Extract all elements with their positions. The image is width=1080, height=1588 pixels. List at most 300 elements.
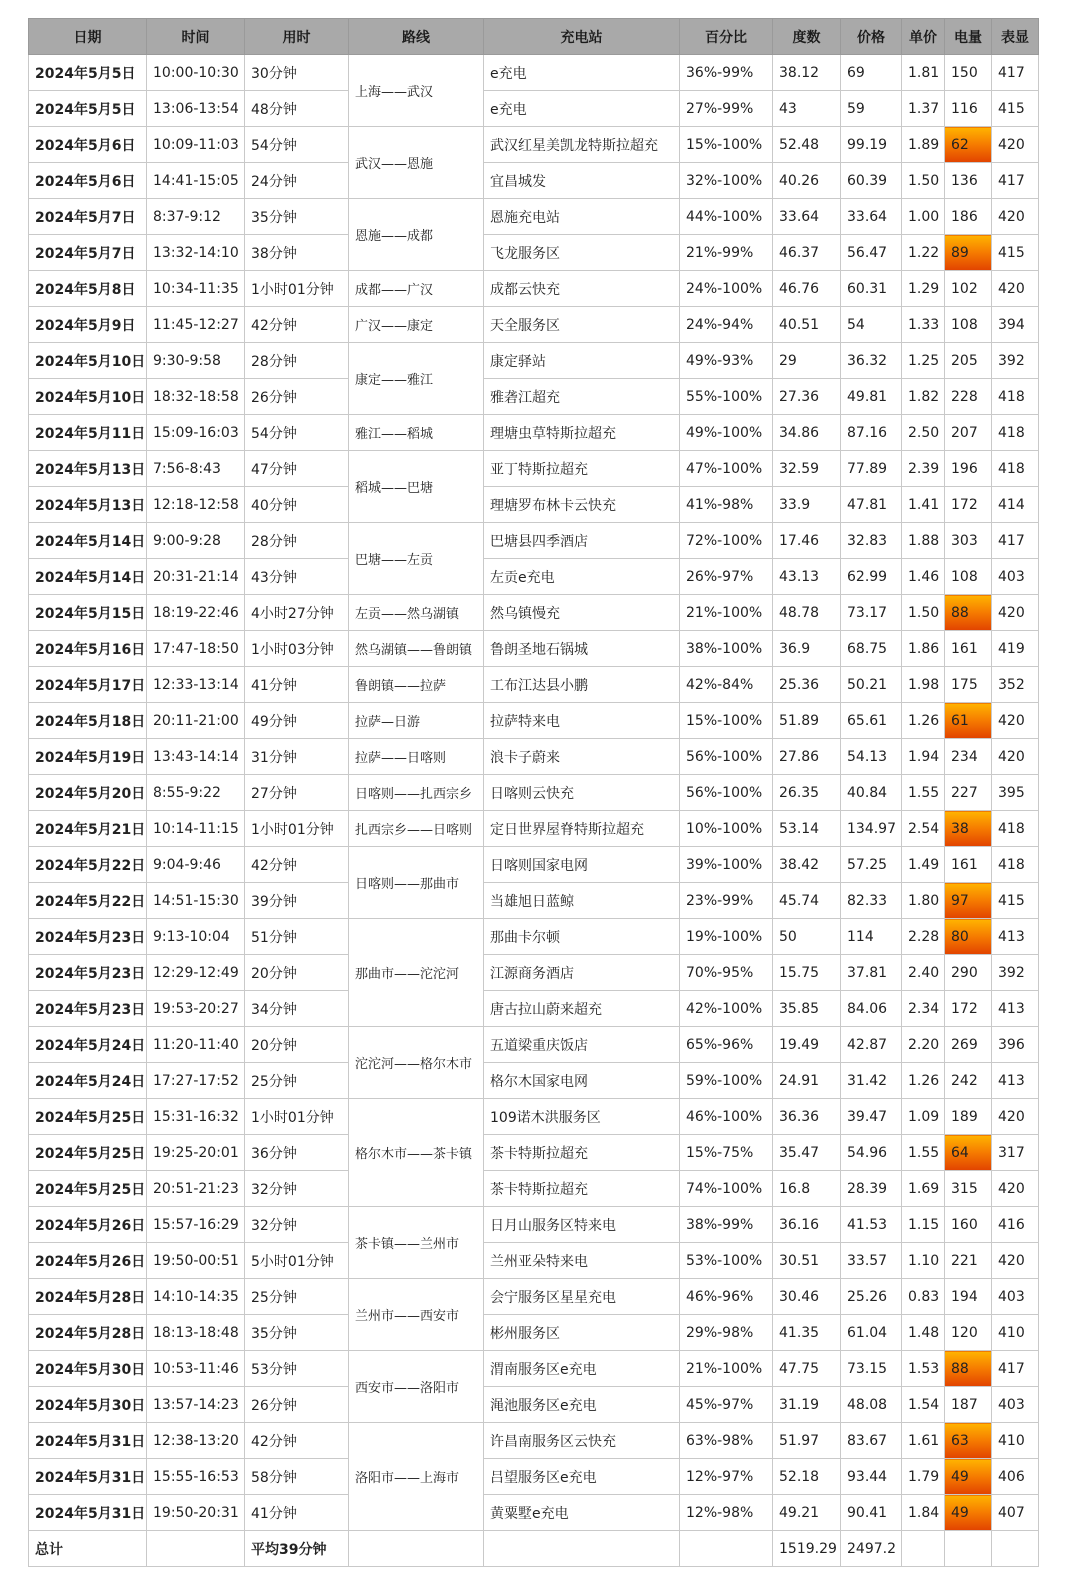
unit-price-cell: 1.69 [902, 1171, 945, 1207]
percent-cell: 15%-100% [680, 703, 773, 739]
percent-cell: 49%-93% [680, 343, 773, 379]
route-cell: 茶卡镇——兰州市 [349, 1207, 484, 1279]
route-cell: 西安市——洛阳市 [349, 1351, 484, 1423]
date-cell: 2024年5月24日 [29, 1063, 147, 1099]
price-cell: 25.26 [841, 1279, 902, 1315]
table-row [29, 451, 1039, 487]
price-cell: 54.96 [841, 1135, 902, 1171]
table-row [29, 127, 1039, 163]
station-cell: 巴塘县四季酒店 [484, 523, 680, 559]
time-cell: 19:25-20:01 [147, 1135, 245, 1171]
percent-cell: 32%-100% [680, 163, 773, 199]
percent-cell: 65%-96% [680, 1027, 773, 1063]
route-cell: 扎西宗乡——日喀则 [349, 811, 484, 847]
station-cell: 日喀则国家电网 [484, 847, 680, 883]
table-row [29, 811, 1039, 847]
route-cell: 上海——武汉 [349, 55, 484, 127]
percent-cell: 21%-99% [680, 235, 773, 271]
price-cell: 37.81 [841, 955, 902, 991]
duration-cell: 1小时01分钟 [245, 271, 349, 307]
price-cell: 41.53 [841, 1207, 902, 1243]
battery-cell: 175 [945, 667, 992, 703]
station-cell: 唐古拉山蔚来超充 [484, 991, 680, 1027]
battery-cell: 136 [945, 163, 992, 199]
station-cell: 日喀则云快充 [484, 775, 680, 811]
display-cell: 420 [992, 199, 1039, 235]
percent-cell: 46%-100% [680, 1099, 773, 1135]
table-row [29, 1459, 1039, 1495]
station-cell: 格尔木国家电网 [484, 1063, 680, 1099]
battery-cell: 172 [945, 487, 992, 523]
price-cell: 54 [841, 307, 902, 343]
station-cell: 浪卡子蔚来 [484, 739, 680, 775]
table-row [29, 235, 1039, 271]
percent-cell: 36%-99% [680, 55, 773, 91]
station-cell: 吕望服务区e充电 [484, 1459, 680, 1495]
percent-cell: 70%-95% [680, 955, 773, 991]
duration-cell: 54分钟 [245, 415, 349, 451]
date-cell: 2024年5月7日 [29, 235, 147, 271]
unit-price-cell: 1.48 [902, 1315, 945, 1351]
header-unit-price[interactable]: 单价 [902, 19, 945, 55]
battery-cell: 150 [945, 55, 992, 91]
total-time [147, 1531, 245, 1567]
battery-cell: 194 [945, 1279, 992, 1315]
unit-price-cell: 1.94 [902, 739, 945, 775]
date-cell: 2024年5月30日 [29, 1387, 147, 1423]
price-cell: 31.42 [841, 1063, 902, 1099]
display-cell: 418 [992, 811, 1039, 847]
unit-price-cell: 1.81 [902, 55, 945, 91]
route-cell: 巴塘——左贡 [349, 523, 484, 595]
display-cell: 394 [992, 307, 1039, 343]
percent-cell: 56%-100% [680, 775, 773, 811]
duration-cell: 43分钟 [245, 559, 349, 595]
kwh-cell: 16.8 [773, 1171, 841, 1207]
unit-price-cell: 1.84 [902, 1495, 945, 1531]
battery-cell: 186 [945, 199, 992, 235]
unit-price-cell: 1.15 [902, 1207, 945, 1243]
duration-cell: 31分钟 [245, 739, 349, 775]
kwh-cell: 46.37 [773, 235, 841, 271]
battery-cell: 49 [945, 1459, 992, 1495]
display-cell: 414 [992, 487, 1039, 523]
date-cell: 2024年5月30日 [29, 1351, 147, 1387]
display-cell: 420 [992, 703, 1039, 739]
display-cell: 406 [992, 1459, 1039, 1495]
duration-cell: 32分钟 [245, 1171, 349, 1207]
battery-cell: 63 [945, 1423, 992, 1459]
battery-cell: 269 [945, 1027, 992, 1063]
date-cell: 2024年5月23日 [29, 955, 147, 991]
percent-cell: 74%-100% [680, 1171, 773, 1207]
price-cell: 83.67 [841, 1423, 902, 1459]
duration-cell: 1小时01分钟 [245, 1099, 349, 1135]
header-row [29, 19, 1039, 55]
route-cell: 雅江——稻城 [349, 415, 484, 451]
date-cell: 2024年5月21日 [29, 811, 147, 847]
date-cell: 2024年5月28日 [29, 1279, 147, 1315]
date-cell: 2024年5月6日 [29, 163, 147, 199]
date-cell: 2024年5月13日 [29, 487, 147, 523]
kwh-cell: 30.46 [773, 1279, 841, 1315]
percent-cell: 26%-97% [680, 559, 773, 595]
battery-cell: 303 [945, 523, 992, 559]
display-cell: 407 [992, 1495, 1039, 1531]
unit-price-cell: 1.98 [902, 667, 945, 703]
time-cell: 14:51-15:30 [147, 883, 245, 919]
display-cell: 403 [992, 559, 1039, 595]
header-battery[interactable]: 电量 [945, 19, 992, 55]
battery-cell: 116 [945, 91, 992, 127]
price-cell: 99.19 [841, 127, 902, 163]
table-row [29, 919, 1039, 955]
unit-price-cell: 1.86 [902, 631, 945, 667]
battery-cell: 196 [945, 451, 992, 487]
unit-price-cell: 2.20 [902, 1027, 945, 1063]
kwh-cell: 52.48 [773, 127, 841, 163]
price-cell: 56.47 [841, 235, 902, 271]
header-time[interactable]: 时间 [147, 19, 245, 55]
time-cell: 20:11-21:00 [147, 703, 245, 739]
route-cell: 武汉——恩施 [349, 127, 484, 199]
percent-cell: 46%-96% [680, 1279, 773, 1315]
table-row [29, 1207, 1039, 1243]
station-cell: e充电 [484, 55, 680, 91]
price-cell: 87.16 [841, 415, 902, 451]
battery-cell: 228 [945, 379, 992, 415]
percent-cell: 56%-100% [680, 739, 773, 775]
duration-cell: 35分钟 [245, 199, 349, 235]
station-cell: 当雄旭日蓝鲸 [484, 883, 680, 919]
duration-cell: 42分钟 [245, 1423, 349, 1459]
price-cell: 73.15 [841, 1351, 902, 1387]
percent-cell: 63%-98% [680, 1423, 773, 1459]
table-row [29, 1279, 1039, 1315]
battery-cell: 62 [945, 127, 992, 163]
kwh-cell: 27.36 [773, 379, 841, 415]
time-cell: 12:38-13:20 [147, 1423, 245, 1459]
display-cell: 420 [992, 1099, 1039, 1135]
table-row [29, 955, 1039, 991]
duration-cell: 42分钟 [245, 307, 349, 343]
time-cell: 13:06-13:54 [147, 91, 245, 127]
time-cell: 12:29-12:49 [147, 955, 245, 991]
percent-cell: 42%-84% [680, 667, 773, 703]
table-row [29, 595, 1039, 631]
percent-cell: 12%-97% [680, 1459, 773, 1495]
percent-cell: 24%-94% [680, 307, 773, 343]
unit-price-cell: 1.33 [902, 307, 945, 343]
date-cell: 2024年5月18日 [29, 703, 147, 739]
price-cell: 60.31 [841, 271, 902, 307]
display-cell: 403 [992, 1387, 1039, 1423]
time-cell: 14:10-14:35 [147, 1279, 245, 1315]
display-cell: 417 [992, 523, 1039, 559]
duration-cell: 25分钟 [245, 1063, 349, 1099]
price-cell: 36.32 [841, 343, 902, 379]
battery-cell: 234 [945, 739, 992, 775]
date-cell: 2024年5月31日 [29, 1459, 147, 1495]
battery-cell: 97 [945, 883, 992, 919]
percent-cell: 45%-97% [680, 1387, 773, 1423]
kwh-cell: 45.74 [773, 883, 841, 919]
table-row [29, 163, 1039, 199]
table-row [29, 487, 1039, 523]
date-cell: 2024年5月17日 [29, 667, 147, 703]
percent-cell: 53%-100% [680, 1243, 773, 1279]
station-cell: 康定驿站 [484, 343, 680, 379]
table-row [29, 1495, 1039, 1531]
date-cell: 2024年5月28日 [29, 1315, 147, 1351]
price-cell: 77.89 [841, 451, 902, 487]
station-cell: 那曲卡尔顿 [484, 919, 680, 955]
battery-cell: 290 [945, 955, 992, 991]
station-cell: 然乌镇慢充 [484, 595, 680, 631]
time-cell: 15:09-16:03 [147, 415, 245, 451]
time-cell: 17:27-17:52 [147, 1063, 245, 1099]
date-cell: 2024年5月15日 [29, 595, 147, 631]
date-cell: 2024年5月10日 [29, 379, 147, 415]
display-cell: 410 [992, 1423, 1039, 1459]
station-cell: 理塘虫草特斯拉超充 [484, 415, 680, 451]
kwh-cell: 35.47 [773, 1135, 841, 1171]
station-cell: 茶卡特斯拉超充 [484, 1135, 680, 1171]
battery-cell: 38 [945, 811, 992, 847]
duration-cell: 47分钟 [245, 451, 349, 487]
table-row [29, 1423, 1039, 1459]
table-row [29, 379, 1039, 415]
unit-price-cell: 1.82 [902, 379, 945, 415]
display-cell: 317 [992, 1135, 1039, 1171]
display-cell: 417 [992, 55, 1039, 91]
table-row [29, 667, 1039, 703]
route-cell: 日喀则——那曲市 [349, 847, 484, 919]
price-cell: 40.84 [841, 775, 902, 811]
route-cell: 成都——广汉 [349, 271, 484, 307]
unit-price-cell: 1.55 [902, 1135, 945, 1171]
percent-cell: 41%-98% [680, 487, 773, 523]
display-cell: 420 [992, 127, 1039, 163]
table-row [29, 415, 1039, 451]
price-cell: 73.17 [841, 595, 902, 631]
date-cell: 2024年5月25日 [29, 1135, 147, 1171]
header-date[interactable]: 日期 [29, 19, 147, 55]
kwh-cell: 36.16 [773, 1207, 841, 1243]
display-cell: 395 [992, 775, 1039, 811]
time-cell: 11:45-12:27 [147, 307, 245, 343]
duration-cell: 34分钟 [245, 991, 349, 1027]
battery-cell: 161 [945, 847, 992, 883]
duration-cell: 1小时03分钟 [245, 631, 349, 667]
time-cell: 20:51-21:23 [147, 1171, 245, 1207]
duration-cell: 48分钟 [245, 91, 349, 127]
display-cell: 417 [992, 163, 1039, 199]
header-kwh[interactable]: 度数 [773, 19, 841, 55]
station-cell: 工布江达县小鹏 [484, 667, 680, 703]
station-cell: 彬州服务区 [484, 1315, 680, 1351]
duration-cell: 20分钟 [245, 955, 349, 991]
unit-price-cell: 1.37 [902, 91, 945, 127]
display-cell: 396 [992, 1027, 1039, 1063]
route-cell: 那曲市——沱沱河 [349, 919, 484, 1027]
route-cell: 洛阳市——上海市 [349, 1423, 484, 1531]
kwh-cell: 50 [773, 919, 841, 955]
station-cell: 黄粟墅e充电 [484, 1495, 680, 1531]
display-cell: 416 [992, 1207, 1039, 1243]
time-cell: 15:57-16:29 [147, 1207, 245, 1243]
kwh-cell: 26.35 [773, 775, 841, 811]
header-station[interactable]: 充电站 [484, 19, 680, 55]
duration-cell: 4小时27分钟 [245, 595, 349, 631]
date-cell: 2024年5月22日 [29, 847, 147, 883]
table-row [29, 1171, 1039, 1207]
total-row [29, 1531, 1039, 1567]
date-cell: 2024年5月23日 [29, 919, 147, 955]
station-cell: 亚丁特斯拉超充 [484, 451, 680, 487]
battery-cell: 89 [945, 235, 992, 271]
station-cell: 宜昌城发 [484, 163, 680, 199]
total-label: 总计 [29, 1531, 147, 1567]
table-row [29, 91, 1039, 127]
battery-cell: 242 [945, 1063, 992, 1099]
table-body [29, 55, 1039, 1567]
unit-price-cell: 2.40 [902, 955, 945, 991]
kwh-cell: 30.51 [773, 1243, 841, 1279]
time-cell: 19:50-00:51 [147, 1243, 245, 1279]
header-display[interactable]: 表显 [992, 19, 1039, 55]
percent-cell: 38%-99% [680, 1207, 773, 1243]
station-cell: 鲁朗圣地石锅城 [484, 631, 680, 667]
duration-cell: 38分钟 [245, 235, 349, 271]
kwh-cell: 36.9 [773, 631, 841, 667]
table-row [29, 1387, 1039, 1423]
station-cell: 会宁服务区星星充电 [484, 1279, 680, 1315]
battery-cell: 108 [945, 307, 992, 343]
time-cell: 9:13-10:04 [147, 919, 245, 955]
time-cell: 7:56-8:43 [147, 451, 245, 487]
time-cell: 18:13-18:48 [147, 1315, 245, 1351]
time-cell: 9:30-9:58 [147, 343, 245, 379]
duration-cell: 24分钟 [245, 163, 349, 199]
percent-cell: 12%-98% [680, 1495, 773, 1531]
display-cell: 418 [992, 379, 1039, 415]
route-cell: 拉萨——日喀则 [349, 739, 484, 775]
price-cell: 33.57 [841, 1243, 902, 1279]
route-cell: 然乌湖镇——鲁朗镇 [349, 631, 484, 667]
battery-cell: 315 [945, 1171, 992, 1207]
header-route[interactable]: 路线 [349, 19, 484, 55]
table-row [29, 55, 1039, 91]
price-cell: 90.41 [841, 1495, 902, 1531]
header-price[interactable]: 价格 [841, 19, 902, 55]
duration-cell: 5小时01分钟 [245, 1243, 349, 1279]
unit-price-cell: 1.29 [902, 271, 945, 307]
duration-cell: 20分钟 [245, 1027, 349, 1063]
header-duration[interactable]: 用时 [245, 19, 349, 55]
duration-cell: 49分钟 [245, 703, 349, 739]
unit-price-cell: 1.22 [902, 235, 945, 271]
kwh-cell: 47.75 [773, 1351, 841, 1387]
kwh-cell: 41.35 [773, 1315, 841, 1351]
time-cell: 19:53-20:27 [147, 991, 245, 1027]
charging-log-table-container [28, 18, 1038, 1567]
kwh-cell: 38.12 [773, 55, 841, 91]
station-cell: 五道梁重庆饭店 [484, 1027, 680, 1063]
kwh-cell: 15.75 [773, 955, 841, 991]
battery-cell: 161 [945, 631, 992, 667]
percent-cell: 21%-100% [680, 595, 773, 631]
battery-cell: 187 [945, 1387, 992, 1423]
display-cell: 413 [992, 991, 1039, 1027]
unit-price-cell: 1.09 [902, 1099, 945, 1135]
date-cell: 2024年5月7日 [29, 199, 147, 235]
station-cell: 理塘罗布林卡云快充 [484, 487, 680, 523]
time-cell: 10:09-11:03 [147, 127, 245, 163]
display-cell: 417 [992, 1351, 1039, 1387]
time-cell: 18:32-18:58 [147, 379, 245, 415]
duration-cell: 27分钟 [245, 775, 349, 811]
kwh-cell: 17.46 [773, 523, 841, 559]
route-cell: 稻城——巴塘 [349, 451, 484, 523]
price-cell: 114 [841, 919, 902, 955]
unit-price-cell: 0.83 [902, 1279, 945, 1315]
time-cell: 14:41-15:05 [147, 163, 245, 199]
battery-cell: 64 [945, 1135, 992, 1171]
duration-cell: 1小时01分钟 [245, 811, 349, 847]
unit-price-cell: 1.61 [902, 1423, 945, 1459]
battery-cell: 108 [945, 559, 992, 595]
unit-price-cell: 1.26 [902, 703, 945, 739]
battery-cell: 205 [945, 343, 992, 379]
kwh-cell: 33.64 [773, 199, 841, 235]
percent-cell: 27%-99% [680, 91, 773, 127]
price-cell: 57.25 [841, 847, 902, 883]
kwh-cell: 49.21 [773, 1495, 841, 1531]
date-cell: 2024年5月31日 [29, 1495, 147, 1531]
price-cell: 84.06 [841, 991, 902, 1027]
display-cell: 410 [992, 1315, 1039, 1351]
display-cell: 392 [992, 955, 1039, 991]
battery-cell: 49 [945, 1495, 992, 1531]
date-cell: 2024年5月16日 [29, 631, 147, 667]
duration-cell: 26分钟 [245, 1387, 349, 1423]
header-percent[interactable]: 百分比 [680, 19, 773, 55]
battery-cell: 227 [945, 775, 992, 811]
duration-cell: 54分钟 [245, 127, 349, 163]
duration-cell: 39分钟 [245, 883, 349, 919]
station-cell: 定日世界屋脊特斯拉超充 [484, 811, 680, 847]
price-cell: 28.39 [841, 1171, 902, 1207]
kwh-cell: 51.97 [773, 1423, 841, 1459]
kwh-cell: 19.49 [773, 1027, 841, 1063]
display-cell: 352 [992, 667, 1039, 703]
table-row [29, 1099, 1039, 1135]
route-cell: 左贡——然乌湖镇 [349, 595, 484, 631]
percent-cell: 29%-98% [680, 1315, 773, 1351]
percent-cell: 59%-100% [680, 1063, 773, 1099]
date-cell: 2024年5月22日 [29, 883, 147, 919]
kwh-cell: 25.36 [773, 667, 841, 703]
duration-cell: 32分钟 [245, 1207, 349, 1243]
table-row [29, 523, 1039, 559]
battery-cell: 88 [945, 1351, 992, 1387]
kwh-cell: 33.9 [773, 487, 841, 523]
percent-cell: 42%-100% [680, 991, 773, 1027]
date-cell: 2024年5月5日 [29, 91, 147, 127]
kwh-cell: 24.91 [773, 1063, 841, 1099]
display-cell: 419 [992, 631, 1039, 667]
